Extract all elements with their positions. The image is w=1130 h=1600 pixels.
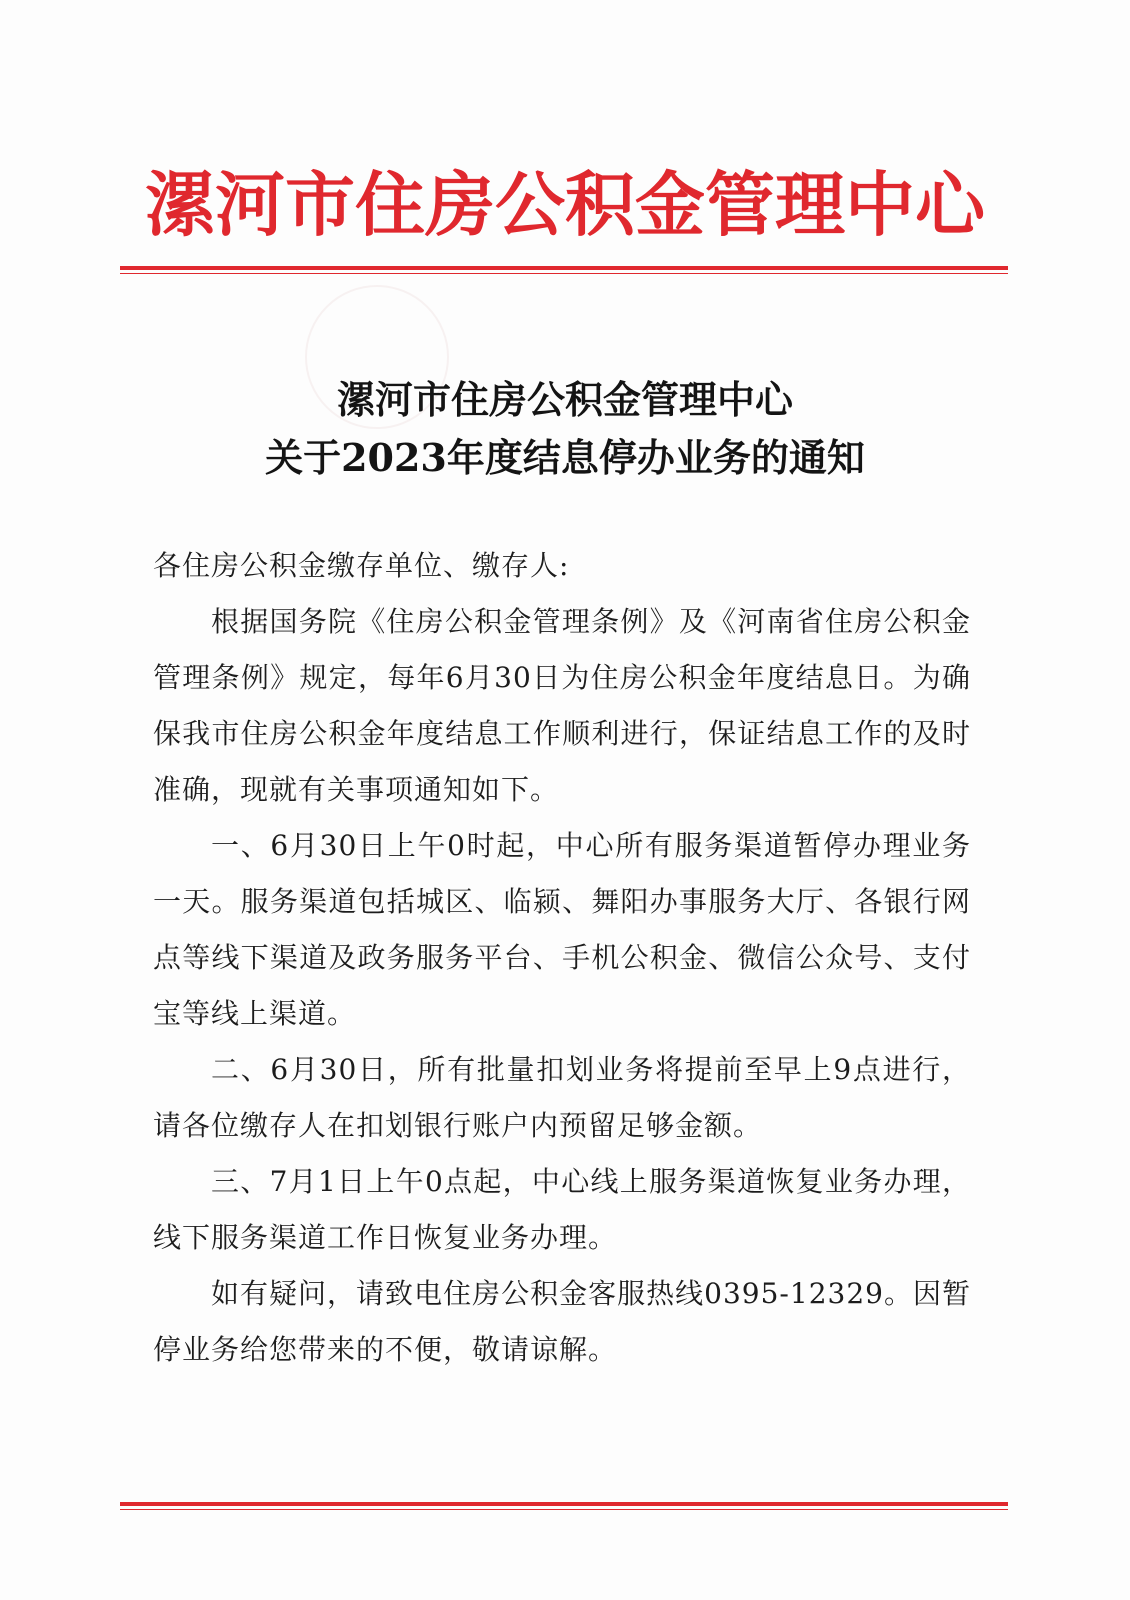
notice-title-line1: 漯河市住房公积金管理中心 <box>336 377 793 422</box>
notice-paragraph-item-1: 一、6月30日上午0时起，中心所有服务渠道暂停办理业务一天。服务渠道包括城区、临颍、舞阳办事服务大厅、各银行网点等线下渠道及政务服务平台、手机公积金、微信公众号、支付宝等线上渠道。 <box>153 829 971 1030</box>
notice-paragraph-item-3: 三、7月1日上午0点起，中心线上服务渠道恢复业务办理，线下服务渠道工作日恢复业务办理。 <box>153 1165 971 1254</box>
footer-rule-thin <box>120 1509 1008 1510</box>
notice-title-line2: 关于2023年度结息停办业务的通知 <box>265 435 865 480</box>
footer-rule-thick <box>120 1502 1008 1506</box>
notice-paragraph-intro: 根据国务院《住房公积金管理条例》及《河南省住房公积金管理条例》规定，每年6月30日为住房公积金年度结息日。为确保我市住房公积金年度结息工作顺利进行，保证结息工作的及时准确，现就有关事项通知如下。 <box>153 605 971 806</box>
notice-paragraph-contact: 如有疑问，请致电住房公积金客服热线0395-12329。因暂停业务给您带来的不便，敬请谅解。 <box>153 1277 971 1366</box>
notice-paragraph-item-2: 二、6月30日，所有批量扣划业务将提前至早上9点进行，请各位缴存人在扣划银行账户内预留足够金额。 <box>153 1053 971 1142</box>
letterhead-org-name: 漯河市住房公积金管理中心 <box>145 163 985 246</box>
letterhead-rule-thick <box>120 266 1008 270</box>
notice-salutation: 各住房公积金缴存单位、缴存人: <box>153 549 570 582</box>
letterhead-rule-thin <box>120 273 1008 274</box>
